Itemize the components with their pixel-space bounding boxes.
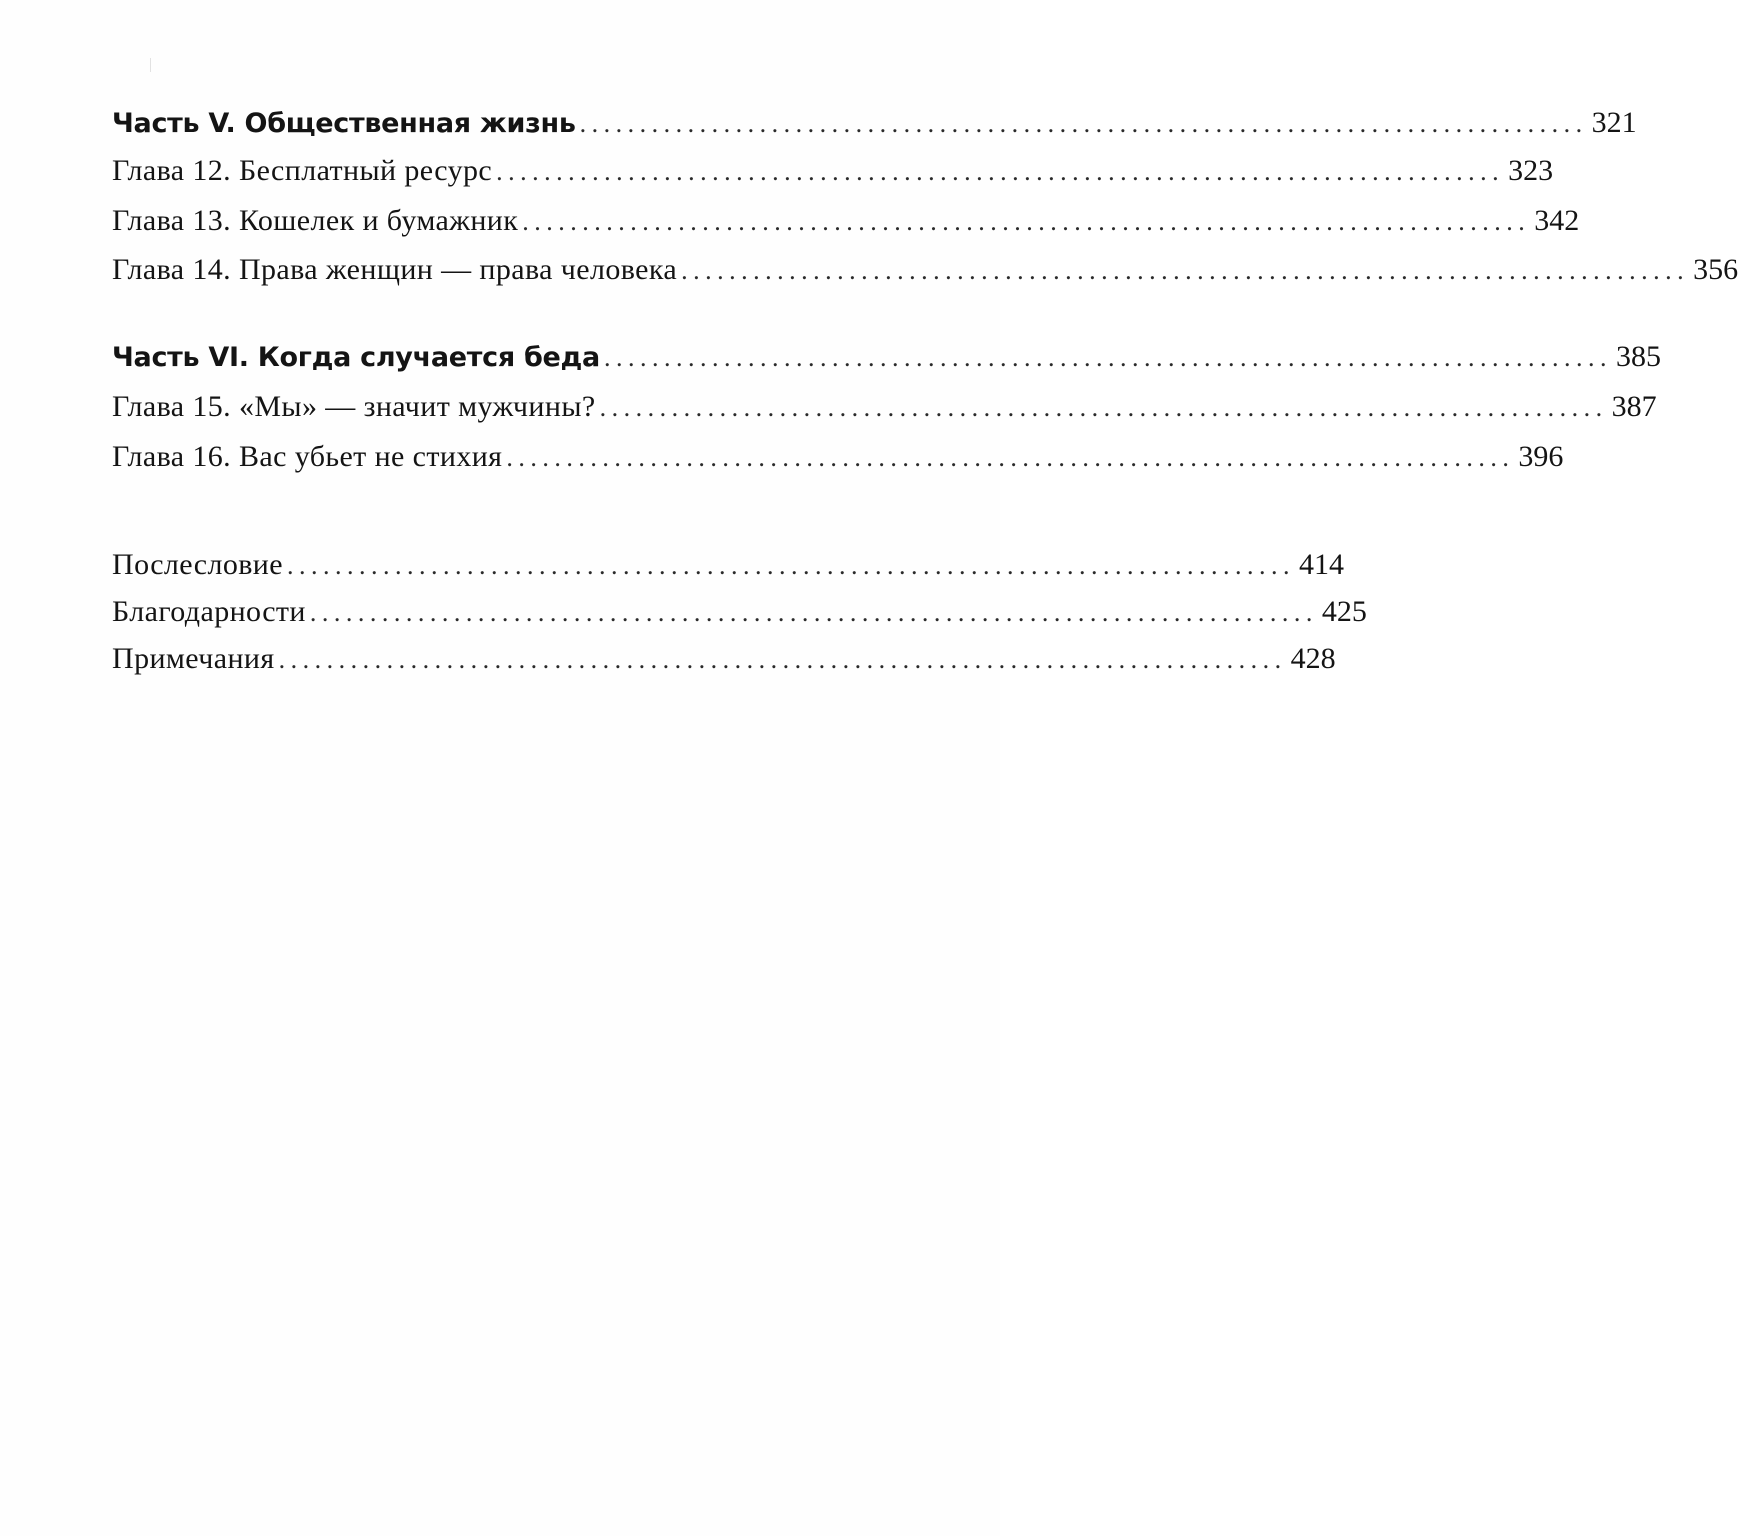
- page-number: 356: [1693, 253, 1738, 286]
- page-number: 323: [1508, 154, 1554, 187]
- toc-chapter-12[interactable]: [112, 154, 1554, 188]
- chapter-title: Глава 13. Кошелек и бумажник: [112, 204, 519, 237]
- dot-leader: ....................................................................................: [506, 443, 1515, 472]
- dot-leader: ....................................................................................: [309, 598, 1318, 627]
- page-number: 387: [1611, 390, 1657, 423]
- toc-chapter-16[interactable]: [112, 440, 1564, 474]
- part-title: Часть VI. Когда случается беда: [112, 342, 600, 373]
- toc-chapter-15[interactable]: [112, 390, 1657, 424]
- back-matter-title: Благодарности: [112, 595, 306, 628]
- page-number: 321: [1591, 106, 1637, 139]
- back-matter-title: Послесловие: [112, 548, 283, 581]
- chapter-title: Глава 16. Вас убьет не стихия: [112, 440, 503, 473]
- back-matter-title: Примечания: [112, 642, 275, 675]
- page-number: 428: [1290, 642, 1336, 675]
- page-number: 414: [1298, 548, 1344, 581]
- toc-chapter-14[interactable]: [112, 253, 1738, 287]
- toc-part-vi[interactable]: [112, 340, 1661, 374]
- dot-leader: ....................................................................................: [496, 157, 1505, 186]
- chapter-title: Глава 12. Бесплатный ресурс: [112, 154, 493, 187]
- toc-afterword[interactable]: [112, 548, 1344, 582]
- chapter-title: Глава 15. «Мы» — значит мужчины?: [112, 390, 596, 423]
- dot-leader: ....................................................................................: [599, 393, 1608, 422]
- part-title: Часть V. Общественная жизнь: [112, 108, 576, 139]
- toc-acknowledgments[interactable]: [112, 595, 1367, 629]
- toc-part-v[interactable]: [112, 106, 1637, 140]
- dot-leader: ....................................................................................: [681, 256, 1690, 285]
- dot-leader: ....................................................................................: [286, 551, 1295, 580]
- dot-leader: ....................................................................................: [278, 645, 1287, 674]
- page-number: 385: [1615, 340, 1661, 373]
- dot-leader: ....................................................................................: [603, 343, 1612, 372]
- page-mark: [150, 58, 151, 72]
- page-number: 425: [1321, 595, 1367, 628]
- toc-notes[interactable]: [112, 642, 1336, 676]
- dot-leader: ....................................................................................: [522, 207, 1531, 236]
- page-number: 396: [1518, 440, 1564, 473]
- toc-chapter-13[interactable]: [112, 204, 1580, 238]
- dot-leader: ....................................................................................: [579, 109, 1588, 138]
- page-number: 342: [1534, 204, 1580, 237]
- chapter-title: Глава 14. Права женщин — права человека: [112, 253, 678, 286]
